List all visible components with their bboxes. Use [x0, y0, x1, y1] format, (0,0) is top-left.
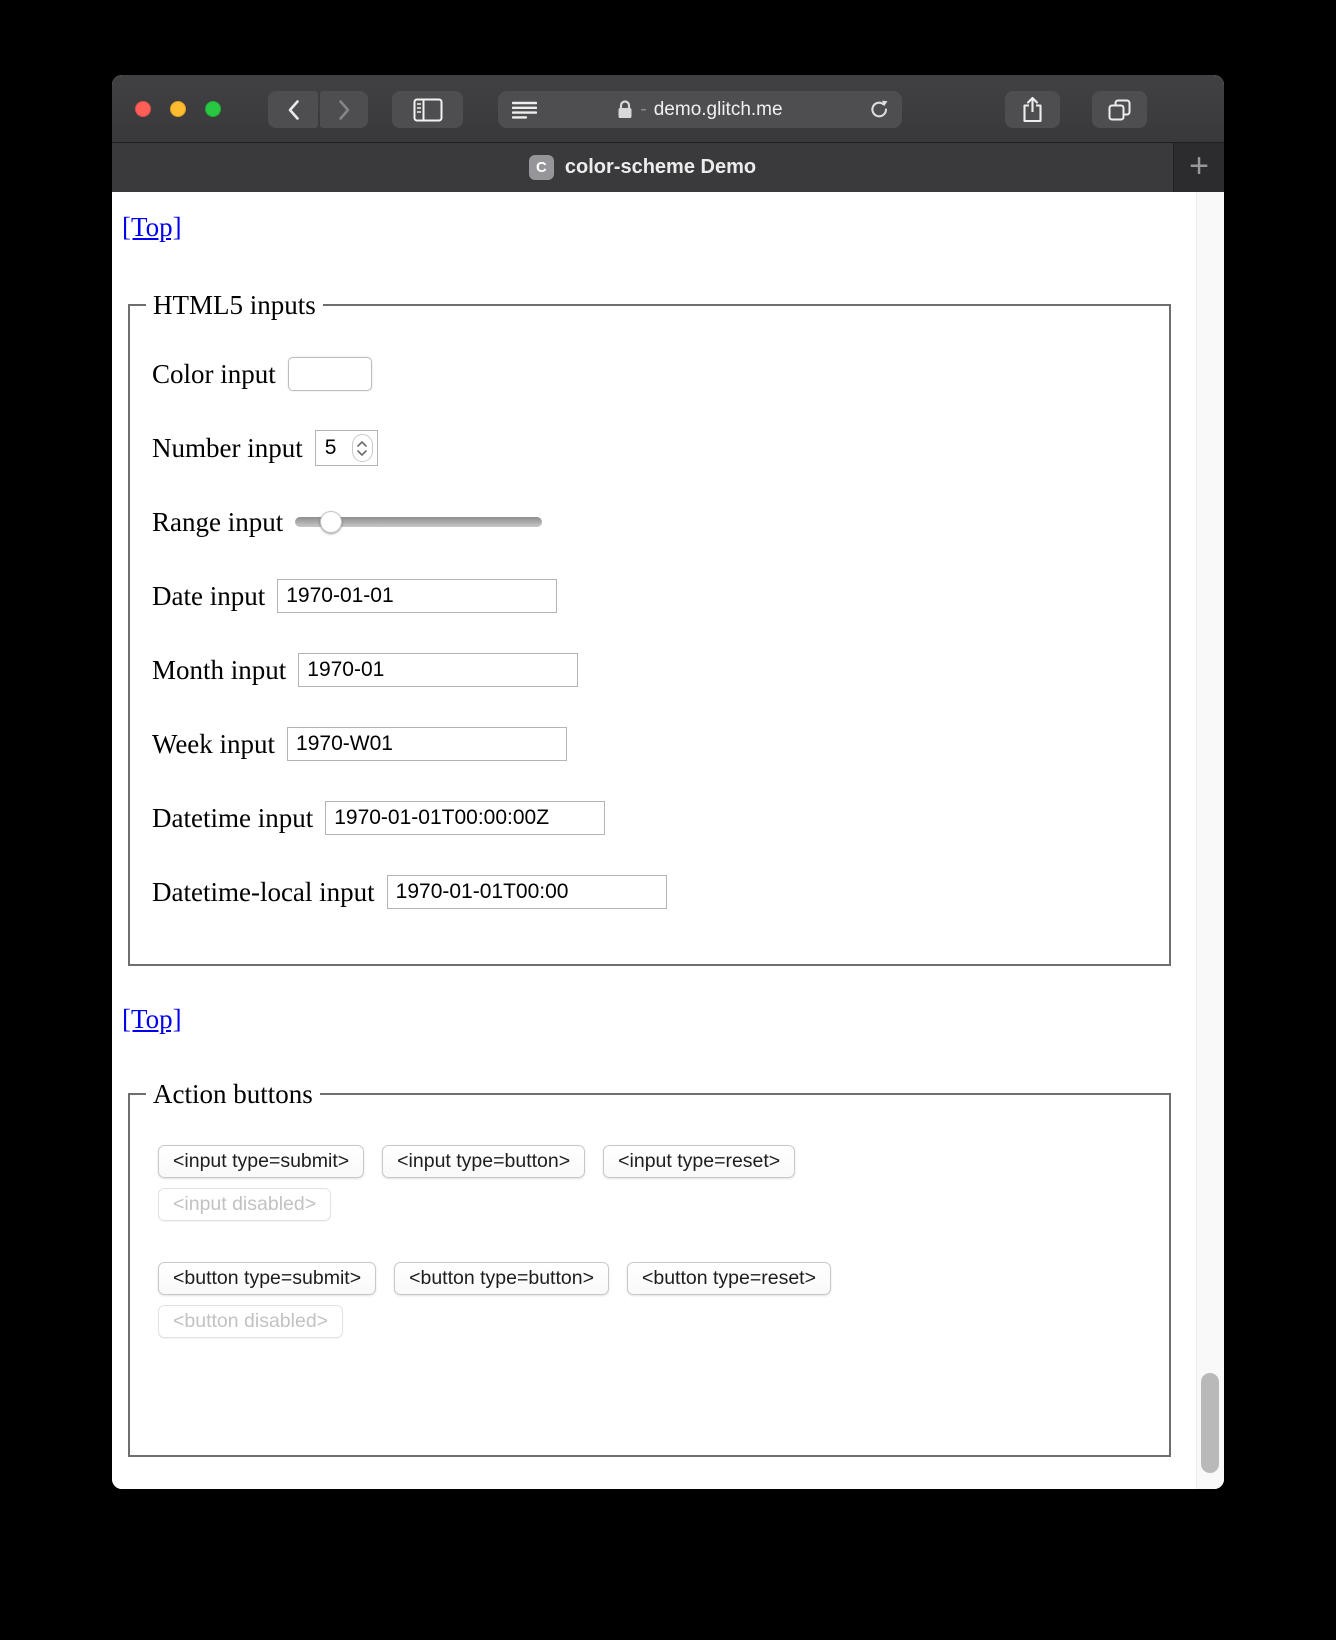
tab-color-scheme-demo[interactable]	[112, 143, 1173, 192]
datetime-input-label: Datetime input	[152, 802, 314, 833]
color-input[interactable]	[288, 357, 372, 391]
share-button[interactable]	[1005, 91, 1060, 128]
range-thumb[interactable]	[320, 511, 342, 533]
button-button-button[interactable]: <button type=button>	[394, 1262, 609, 1295]
input-submit-button[interactable]: <input type=submit>	[158, 1145, 364, 1178]
input-buttons-row	[158, 1145, 1169, 1178]
number-input-value: 5	[324, 436, 337, 459]
new-tab-button[interactable]: +	[1173, 143, 1224, 192]
week-input-label: Week input	[152, 728, 276, 759]
input-button-button[interactable]: <input type=button>	[382, 1145, 585, 1178]
tabs-overview-icon	[1107, 98, 1132, 122]
sidebar-icon	[413, 98, 443, 122]
input-disabled-row	[158, 1188, 1169, 1221]
number-input-row	[152, 428, 1169, 468]
top-link-2[interactable]: [Top]	[122, 1004, 182, 1034]
fieldset-html5-inputs	[128, 290, 1171, 966]
fieldset-action-buttons	[128, 1079, 1171, 1457]
tab-bar	[112, 143, 1224, 192]
sidebar-button[interactable]	[392, 91, 463, 128]
button-buttons-row	[158, 1262, 1169, 1295]
url-text	[617, 99, 782, 121]
fieldset-legend: HTML5 inputs	[146, 289, 323, 321]
month-input-label: Month input	[152, 654, 287, 685]
datetime-input[interactable]	[325, 801, 605, 835]
browser-titlebar	[112, 75, 1224, 143]
range-input[interactable]	[295, 511, 542, 533]
page-body	[112, 192, 1196, 1489]
address-bar[interactable]	[498, 91, 902, 128]
color-input-row	[152, 354, 1169, 394]
back-button[interactable]	[268, 91, 318, 128]
number-input[interactable]	[315, 430, 378, 466]
datetime-local-input-label: Datetime-local input	[152, 876, 375, 907]
button-disabled-row	[158, 1305, 1169, 1338]
tab-title: color-scheme Demo	[564, 156, 757, 178]
number-stepper[interactable]	[352, 434, 373, 462]
stepper-up-icon	[358, 442, 366, 446]
lock-icon	[617, 99, 633, 120]
tabs-overview-button[interactable]	[1092, 91, 1147, 128]
month-input[interactable]	[298, 653, 578, 687]
week-input[interactable]	[287, 727, 567, 761]
button-submit-button[interactable]: <button type=submit>	[158, 1262, 376, 1295]
safari-window	[112, 75, 1224, 1489]
button-disabled-button: <button disabled>	[158, 1305, 343, 1338]
zoom-button[interactable]	[205, 101, 221, 117]
close-button[interactable]	[135, 101, 151, 117]
date-input-label: Date input	[152, 580, 266, 611]
forward-button[interactable]	[320, 91, 368, 128]
datetime-local-input-row	[152, 872, 1169, 912]
share-icon	[1021, 96, 1044, 123]
button-reset-button[interactable]: <button type=reset>	[627, 1262, 831, 1295]
chevron-right-icon	[338, 99, 351, 121]
fieldset-legend: Action buttons	[146, 1078, 320, 1110]
reload-icon[interactable]	[869, 99, 890, 120]
minimize-button[interactable]	[170, 101, 186, 117]
input-reset-button[interactable]: <input type=reset>	[603, 1145, 795, 1178]
stepper-down-icon	[358, 451, 366, 455]
url-faded-prefix: -	[640, 98, 647, 120]
input-disabled-button: <input disabled>	[158, 1188, 331, 1221]
top-link-1[interactable]: [Top]	[122, 212, 182, 242]
month-input-row	[152, 650, 1169, 690]
scrollbar-track	[1196, 192, 1224, 1489]
range-input-row	[152, 502, 1169, 542]
datetime-input-row	[152, 798, 1169, 838]
range-input-label: Range input	[152, 506, 284, 537]
reader-lines-icon[interactable]	[512, 101, 537, 119]
url-domain: demo.glitch.me	[653, 98, 783, 120]
week-input-row	[152, 724, 1169, 764]
scrollbar-thumb[interactable]	[1201, 1373, 1219, 1473]
datetime-local-input[interactable]	[387, 875, 667, 909]
date-input-row	[152, 576, 1169, 616]
date-input[interactable]	[277, 579, 557, 613]
chevron-left-icon	[287, 99, 300, 121]
tab-favicon: C	[529, 155, 554, 180]
number-input-label: Number input	[152, 432, 303, 463]
page-viewport	[112, 192, 1224, 1489]
color-input-label: Color input	[152, 358, 276, 389]
